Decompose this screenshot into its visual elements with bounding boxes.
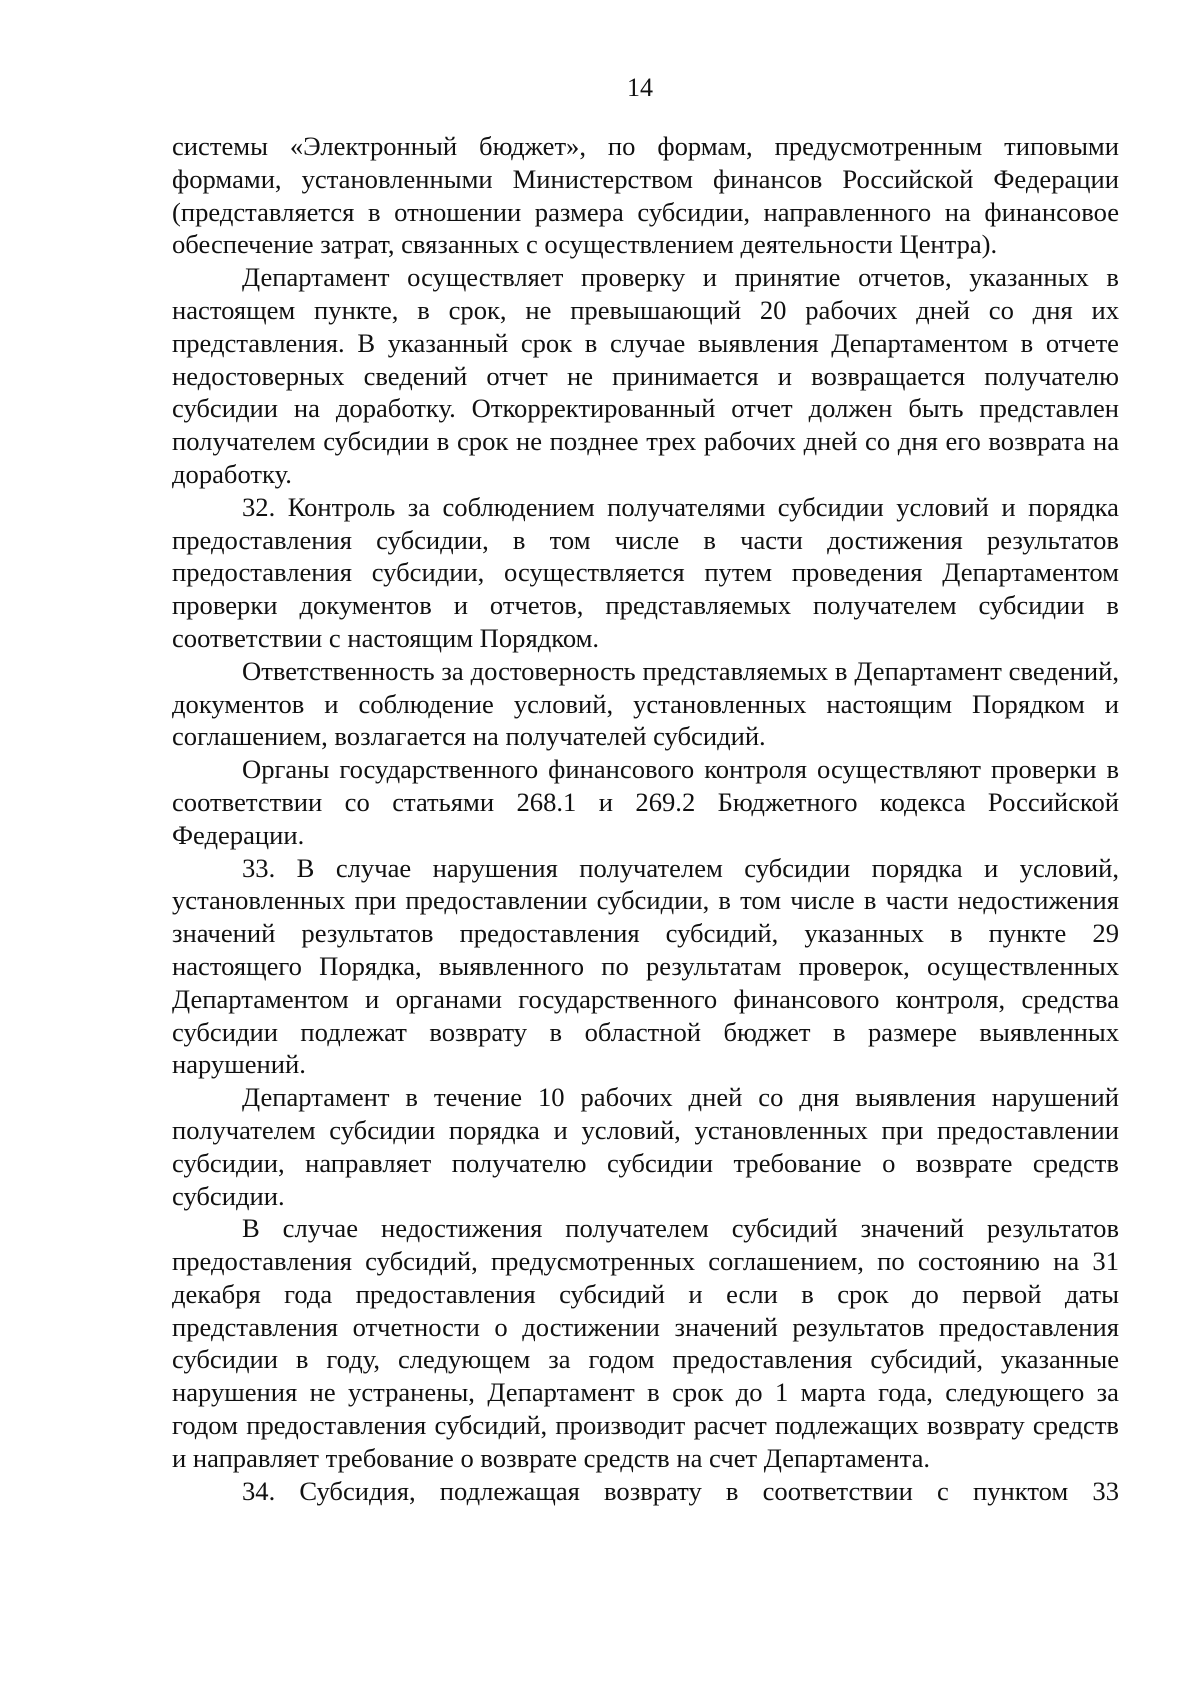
document-body: [172, 130, 1119, 1507]
paragraph: В случае недостижения получателем субсидий значений результатов предоставления субсидий, предусмотренных соглашением, по состоянию на 31 декабря года предоставления субсидий и если в срок до первой даты представления отчетности о достижении значений результатов предоставления субсидии в году, следующем за годом предоставления субсидий, указанные нарушения не устранены, Департамент в срок до 1 марта года, следующего за годом предоставления субсидий, производит расчет подлежащих возврату средств и направляет требование о возврате средств на счет Департамента.: [172, 1213, 1119, 1473]
paragraph: Департамент осуществляет проверку и принятие отчетов, указанных в настоящем пункте, в срок, не превышающий 20 рабочих дней со дня их представления. В указанный срок в случае выявления Департаментом в отчете недостоверных сведений отчет не принимается и возвращается получателю субсидии на доработку. Откорректированный отчет должен быть представлен получателем субсидии в срок не позднее трех рабочих дней со дня его возврата на доработку.: [172, 262, 1119, 489]
paragraph: системы «Электронный бюджет», по формам, предусмотренным типовыми формами, установленными Министерством финансов Российской Федерации (представляется в отношении размера субсидии, направленного на финансовое обеспечение затрат, связанных с осуществлением деятельности Центра).: [172, 131, 1119, 260]
paragraph: Департамент в течение 10 рабочих дней со дня выявления нарушений получателем субсидии порядка и условий, установленных при предоставлении субсидии, направляет получателю субсидии требование о возврате средств субсидии.: [172, 1082, 1119, 1211]
paragraph: Ответственность за достоверность представляемых в Департамент сведений, документов и соблюдение условий, установленных настоящим Порядком и соглашением, возлагается на получателей субсидий.: [172, 655, 1119, 752]
paragraph-item-33: 33. В случае нарушения получателем субсидии порядка и условий, установленных при предоставлении субсидии, в том числе в части недостижения значений результатов предоставления субсидий, указанных в пункте 29 настоящего Порядка, выявленного по результатам проверок, осуществленных Департаментом и органами государственного финансового контроля, средства субсидии подлежат возврату в областной бюджет в размере выявленных нарушений.: [172, 852, 1119, 1080]
paragraph-item-34: 34. Субсидия, подлежащая возврату в соответствии с пунктом 33: [242, 1475, 1119, 1506]
paragraph-item-32: 32. Контроль за соблюдением получателями субсидии условий и порядка предоставления субсидии, в том числе в части достижения результатов предоставления субсидии, осуществляется путем проведения Департаментом проверки документов и отчетов, представляемых получателем субсидии в соответствии с настоящим Порядком.: [172, 491, 1119, 653]
page-number: 14: [627, 73, 653, 102]
paragraph: Органы государственного финансового контроля осуществляют проверки в соответствии со статьями 268.1 и 269.2 Бюджетного кодекса Российской Федерации.: [172, 754, 1119, 850]
